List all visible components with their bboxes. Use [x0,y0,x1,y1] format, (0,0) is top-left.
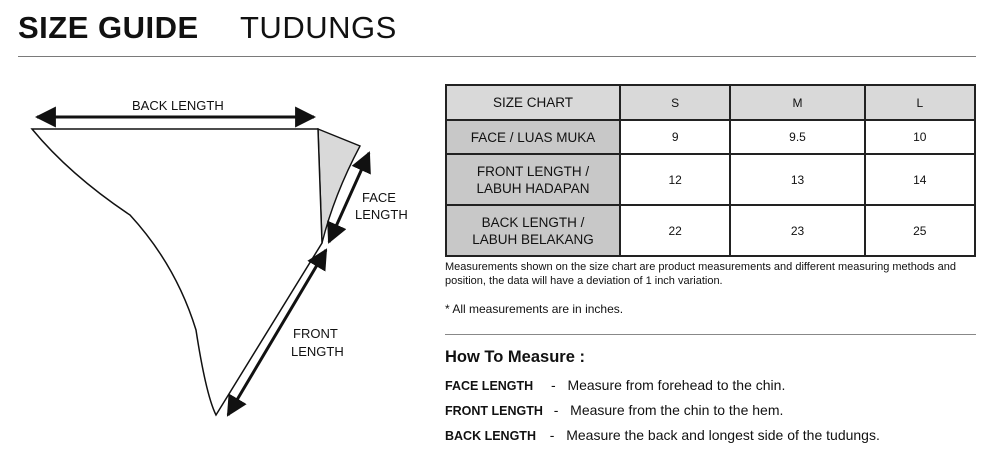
how-to-desc: Measure the back and longest side of the tudungs. [566,427,880,443]
section-divider [445,334,976,335]
row-label-line: LABUH BELAKANG [472,231,594,247]
front-length-label-1: FRONT [293,326,338,341]
size-header-l: L [865,85,975,120]
cell-value: 14 [865,154,975,205]
size-chart-header: SIZE CHART [446,85,620,120]
title-divider [18,56,976,57]
front-length-label-2: LENGTH [291,344,344,359]
how-to-item-face [445,377,785,393]
page-title: SIZE GUIDE [18,10,199,45]
deviation-note-line: Measurements shown on the size chart are product measurements and different measuring methods and [445,261,956,273]
how-to-desc: Measure from the chin to the hem. [570,402,784,418]
cell-value: 25 [865,205,975,256]
deviation-note-line: position, the data will have a deviation of 1 inch variation. [445,274,723,287]
size-chart-table [445,84,976,257]
how-to-separator: - [550,377,556,393]
how-to-term: BACK LENGTH [445,429,536,443]
cell-value: 10 [865,120,975,154]
how-to-term: FRONT LENGTH [445,404,543,418]
deviation-note [445,261,985,288]
scarf-outline [32,129,322,415]
face-length-label-1: FACE [362,190,396,205]
cell-value: 9 [620,120,730,154]
cell-value: 13 [730,154,864,205]
row-label-line: BACK LENGTH / [481,214,585,230]
back-length-label: BACK LENGTH [132,98,224,113]
row-label-front-length [446,154,620,205]
row-label-face [446,120,620,154]
cell-value: 12 [620,154,730,205]
row-label-line: LABUH HADAPAN [476,180,590,196]
how-to-term: FACE LENGTH [445,379,534,393]
how-to-desc: Measure from forehead to the chin. [567,377,786,393]
row-label-line: FRONT LENGTH / [476,163,590,179]
table-row [446,205,975,256]
how-to-item-front [445,402,783,418]
how-to-separator: - [553,402,559,418]
size-header-m: M [730,85,864,120]
row-label-line: FACE / LUAS MUKA [470,129,596,145]
cell-value: 22 [620,205,730,256]
row-label-back-length [446,205,620,256]
face-length-label-2: LENGTH [355,207,408,222]
table-row [446,120,975,154]
how-to-measure-title: How To Measure : [445,348,585,366]
page-subtitle: TUDUNGS [240,10,397,45]
how-to-separator: - [549,427,555,443]
how-to-item-back [445,427,880,443]
size-header-s: S [620,85,730,120]
cell-value: 9.5 [730,120,864,154]
units-note: * All measurements are in inches. [445,302,624,316]
tudung-diagram [0,60,430,430]
table-header-row [446,85,975,120]
table-row [446,154,975,205]
cell-value: 23 [730,205,864,256]
